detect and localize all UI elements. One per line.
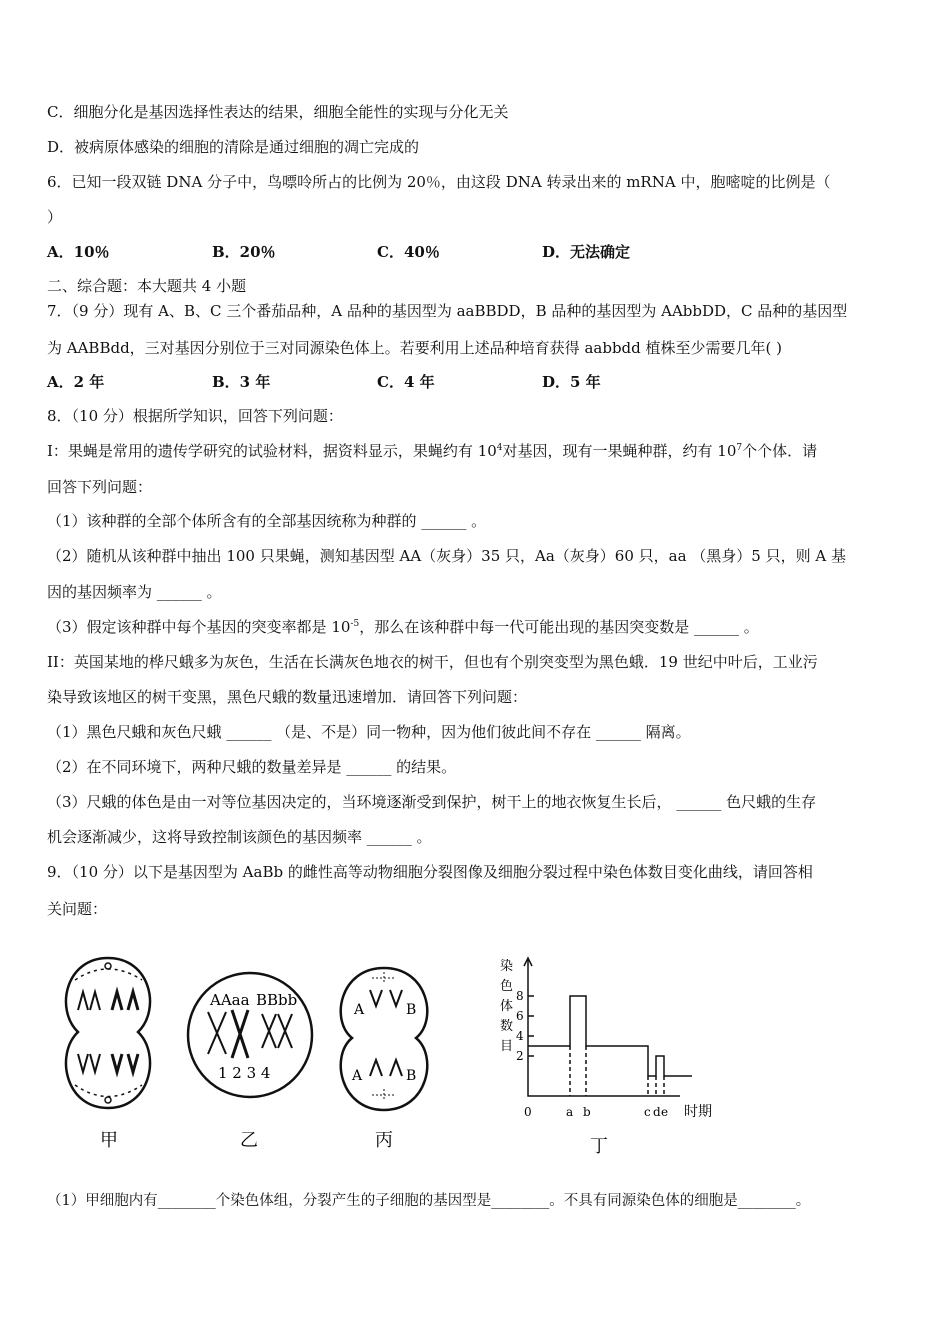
ding-ylabel-3: 体 [500, 999, 514, 1014]
yi-label-top-right: BBbb [256, 991, 298, 1009]
ding-xmark-a: a [566, 1105, 574, 1119]
q8-part1-text-b: 对基因，现有一果蝇种群，约有 10 [502, 442, 737, 460]
caption-bing: 丙 [375, 1130, 393, 1151]
question-6-line2: ） [47, 208, 63, 226]
question-8-sub1: （1）该种群的全部个体所含有的全部基因统称为种群的 ______ 。 [47, 512, 487, 530]
ding-ylabel-1: 染 [500, 959, 514, 974]
chart-ding [524, 958, 692, 1096]
yi-label-bottom: 1 2 3 4 [218, 1064, 271, 1082]
question-8-part1-line2: 回答下列问题： [47, 478, 153, 496]
q7-option-b: B．3 年 [212, 373, 271, 391]
option-d: D．被病原体感染的细胞的清除是通过细胞的凋亡完成的 [47, 138, 420, 156]
q8-part1-sup2: 7 [736, 443, 743, 453]
ding-xmark-b: b [583, 1105, 591, 1119]
q8-part1-text-c: 个个体．请 [742, 442, 818, 460]
ding-ylabel-4: 数 [500, 1019, 514, 1034]
ding-ylabel [500, 958, 513, 1054]
question-8-sub3 [47, 617, 759, 637]
q7-option-d: D．5 年 [542, 373, 601, 391]
ding-ytick-8: 8 [516, 989, 524, 1003]
cell-jia [66, 958, 150, 1108]
bing-label-top-b: B [406, 1002, 417, 1018]
q8-sub3-sup: -5 [350, 619, 360, 629]
q8-part1-sup1: 4 [496, 443, 503, 453]
question-8: 8．（10 分）根据所学知识，回答下列问题： [47, 407, 343, 425]
question-8-part2-line2: 染导致该地区的树干变黑，黑色尺蛾的数量迅速增加．请回答下列问题： [47, 688, 528, 706]
ding-ytick-4: 4 [516, 1029, 524, 1043]
q6-option-d: D．无法确定 [542, 243, 631, 261]
bing-label-bottom-b: B [406, 1068, 417, 1084]
question-8-part2-line1: II：英国某地的桦尺蛾多为灰色，生活在长满灰色地衣的树干，但也有个别突变型为黑色蛾．19 世纪中叶后，工业污 [47, 653, 818, 671]
q6-option-a: A．10％ [47, 243, 110, 261]
question-7-line2: 为 AABBdd，三对基因分别位于三对同源染色体上。若要利用上述品种培育获得 aabbdd 植株至少需要几年( ) [47, 339, 782, 357]
ding-ytick-6: 6 [516, 1009, 524, 1023]
question-8-sub2-line1: （2）随机从该种群中抽出 100 只果蝇，测知基因型 AA（灰身）35 只，Aa（灰身）60 只，aa （黑身）5 只，则 A 基 [47, 547, 846, 565]
ding-ylabel-5: 目 [500, 1039, 514, 1054]
q8-sub3-text-b: ，那么在该种群中每一代可能出现的基因突变数是 ______ 。 [359, 618, 759, 636]
question-8-sub2-line2: 因的基因频率为 ______ 。 [47, 583, 222, 601]
question-6-line1: 6．已知一段双链 DNA 分子中，鸟嘌呤所占的比例为 20％，由这段 DNA 转录出来的 mRNA 中，胞嘧啶的比例是（ [47, 173, 831, 191]
question-8-part2-sub1: （1）黑色尺蛾和灰色尺蛾 ______ （是、不是）同一物种，因为他们彼此间不存在 ______ 隔离。 [47, 723, 691, 741]
q6-option-b: B．20％ [212, 243, 276, 261]
cell-division-figures [50, 950, 750, 1170]
question-8-part2-sub3-line1: （3）尺蛾的体色是由一对等位基因决定的，当环境逐渐受到保护，树干上的地衣恢复生长后， ______ 色尺蛾的生存 [47, 793, 817, 811]
bing-label-bottom-a: A [352, 1068, 363, 1084]
ding-origin: 0 [524, 1105, 532, 1119]
caption-ding: 丁 [590, 1136, 608, 1157]
bing-label-top-a: A [354, 1002, 365, 1018]
ding-xmark-d: d [653, 1105, 661, 1119]
ding-ytick-2: 2 [516, 1049, 524, 1063]
question-8-part2-sub2: （2）在不同环境下，两种尺蛾的数量差异是 ______ 的结果。 [47, 758, 457, 776]
q6-option-c: C．40％ [377, 243, 440, 261]
q8-sub3-text-a: （3）假定该种群中每个基因的突变率都是 10 [47, 618, 351, 636]
ding-xlabel: 时期 [684, 1104, 712, 1120]
question-9-sub1: （1）甲细胞内有________个染色体组，分裂产生的子细胞的基因型是________。不具有同源染色体的细胞是________。 [47, 1193, 811, 1209]
section-2-heading: 二、综合题：本大题共 4 小题 [47, 277, 247, 295]
ding-xmark-c: c [644, 1105, 651, 1119]
question-8-part2-sub3-line2: 机会逐渐减少，这将导致控制该颜色的基因频率 ______ 。 [47, 828, 432, 846]
yi-label-top-left: AAaa [210, 991, 250, 1009]
q7-option-c: C．4 年 [377, 373, 435, 391]
ding-ylabel-2: 色 [500, 979, 514, 994]
q8-part1-text-a: I：果蝇是常用的遗传学研究的试验材料，据资料显示，果蝇约有 10 [47, 442, 497, 460]
caption-jia: 甲 [100, 1130, 118, 1151]
ding-xmark-e: e [661, 1105, 669, 1119]
q7-option-a: A．2 年 [47, 373, 105, 391]
question-9-line1: 9．（10 分）以下是基因型为 AaBb 的雌性高等动物细胞分裂图像及细胞分裂过程中染色体数目变化曲线，请回答相 [47, 863, 813, 881]
question-7-line1: 7．（9 分）现有 A、B、C 三个番茄品种，A 品种的基因型为 aaBBDD，B 品种的基因型为 AAbbDD，C 品种的基因型 [47, 302, 848, 320]
option-c: C．细胞分化是基因选择性表达的结果，细胞全能性的实现与分化无关 [47, 103, 509, 121]
cell-bing [341, 968, 428, 1110]
caption-yi: 乙 [240, 1130, 258, 1151]
question-8-part1-line1 [47, 441, 817, 461]
question-9-line2: 关问题： [47, 900, 108, 918]
